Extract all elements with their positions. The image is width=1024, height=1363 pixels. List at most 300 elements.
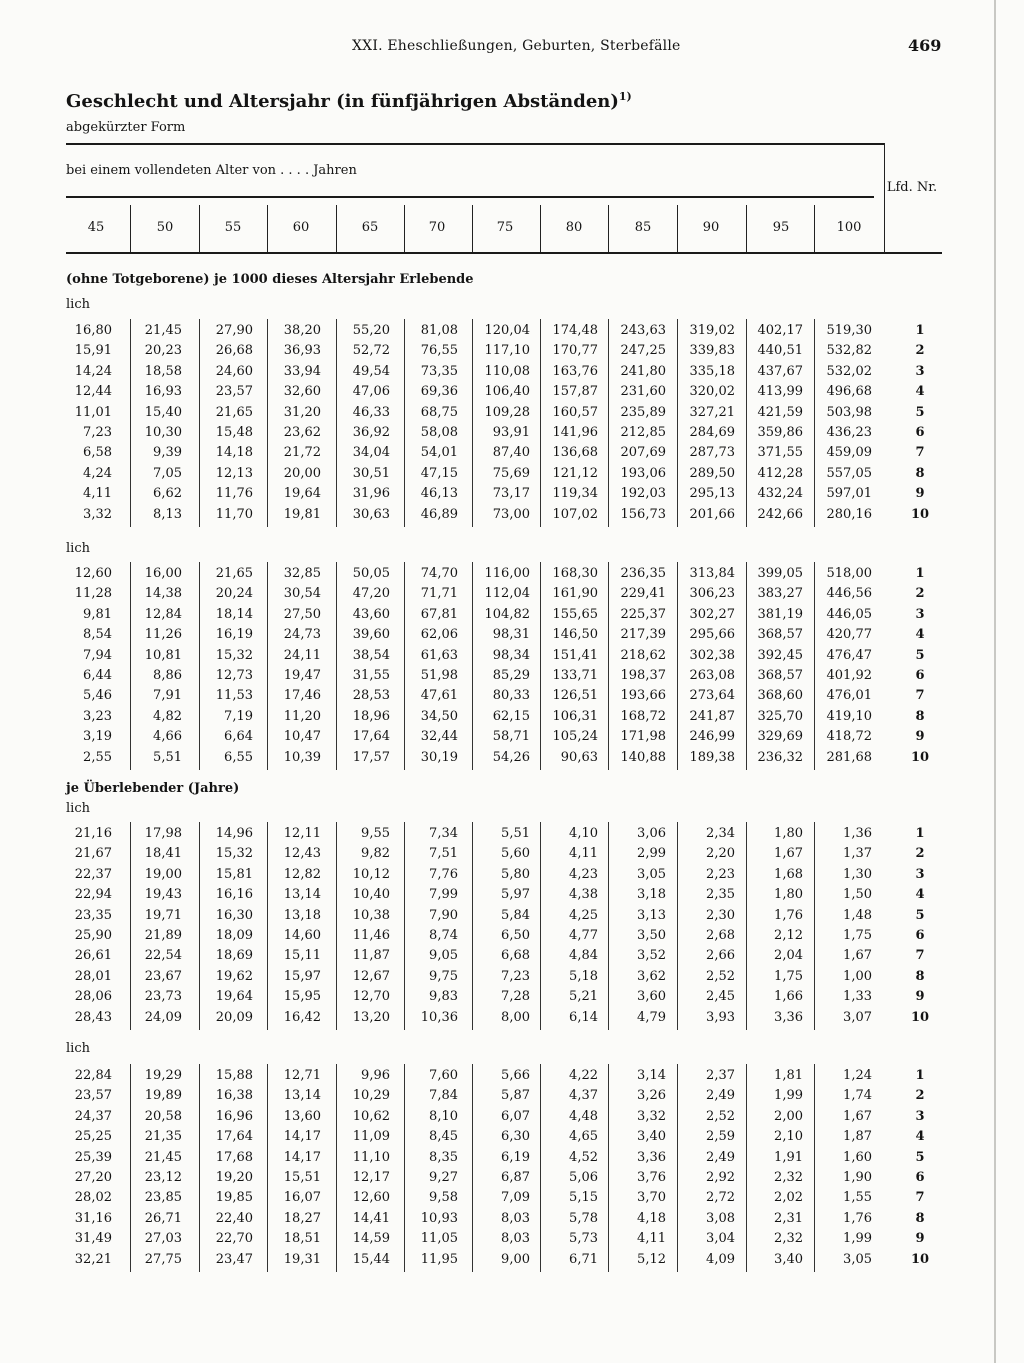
table-cell: 2,32 xyxy=(774,1170,803,1185)
row-number: 1 xyxy=(915,826,925,841)
table-cell: 4,38 xyxy=(569,887,598,903)
table-cell: 27,75 xyxy=(144,1251,182,1267)
table-cell: 21,35 xyxy=(144,1129,182,1145)
lfd-nr-label: Lfd. Nr. xyxy=(886,180,938,195)
table-cell: 287,73 xyxy=(689,445,735,461)
table-cell: 16,19 xyxy=(215,627,253,643)
table-cell: 518,00 xyxy=(826,566,872,581)
table-cell: 32,85 xyxy=(283,566,321,581)
table-cell: 1,00 xyxy=(843,968,872,984)
table-cell: 2,99 xyxy=(637,846,666,862)
table-cell: 15,32 xyxy=(215,846,253,862)
table-cell: 1,36 xyxy=(843,826,872,841)
table-cell: 16,30 xyxy=(215,907,253,923)
table-cell: 46,13 xyxy=(420,486,458,502)
table-cell: 33,94 xyxy=(283,363,321,379)
table-cell: 1,30 xyxy=(843,866,872,882)
table-cell: 289,50 xyxy=(689,465,735,481)
table-cell: 3,05 xyxy=(637,866,666,882)
table-cell: 2,52 xyxy=(706,1108,735,1124)
table-cell: 1,67 xyxy=(843,948,872,964)
table-cell: 17,57 xyxy=(352,749,390,765)
table-cell: 23,12 xyxy=(144,1170,182,1185)
table-cell: 36,92 xyxy=(352,425,390,440)
row-number: 9 xyxy=(915,729,925,745)
table-cell: 3,70 xyxy=(637,1190,666,1206)
age-header-65: 65 xyxy=(361,220,379,235)
table-cell: 151,41 xyxy=(552,647,598,663)
table-cell: 71,71 xyxy=(420,586,458,602)
table-cell: 21,65 xyxy=(215,566,253,581)
table-cell: 90,63 xyxy=(560,749,598,765)
table-cell: 247,25 xyxy=(620,343,666,359)
table-cell: 3,40 xyxy=(637,1129,666,1145)
table-cell: 12,44 xyxy=(74,384,112,400)
table-cell: 47,20 xyxy=(352,586,390,602)
table-cell: 440,51 xyxy=(757,343,803,359)
age-header-85: 85 xyxy=(634,220,652,235)
table-cell: 295,13 xyxy=(689,486,735,502)
table-cell: 55,20 xyxy=(352,323,390,338)
table-cell: 75,69 xyxy=(492,465,530,481)
table-cell: 7,51 xyxy=(429,846,458,862)
table-cell: 58,71 xyxy=(492,729,530,745)
table-cell: 5,12 xyxy=(637,1251,666,1267)
table-cell: 225,37 xyxy=(620,606,666,622)
table-cell: 15,88 xyxy=(215,1068,253,1083)
table-cell: 6,07 xyxy=(501,1108,530,1124)
table-cell: 246,99 xyxy=(689,729,735,745)
table-cell: 383,27 xyxy=(757,586,803,602)
table-cell: 402,17 xyxy=(757,323,803,338)
table-cell: 21,65 xyxy=(215,404,253,420)
table-cell: 16,07 xyxy=(283,1190,321,1206)
table-cell: 4,10 xyxy=(569,826,598,841)
table-cell: 25,90 xyxy=(74,928,112,943)
table-cell: 1,99 xyxy=(774,1088,803,1104)
table-cell: 46,89 xyxy=(420,506,458,522)
table-cell: 24,11 xyxy=(283,647,321,663)
row-number: 8 xyxy=(915,708,925,724)
table-cell: 11,09 xyxy=(352,1129,390,1145)
table-cell: 1,50 xyxy=(843,887,872,903)
table-cell: 597,01 xyxy=(826,486,872,502)
table-cell: 24,37 xyxy=(74,1108,112,1124)
table-cell: 3,23 xyxy=(83,708,112,724)
table-cell: 85,29 xyxy=(492,668,530,683)
table-cell: 11,70 xyxy=(215,506,253,522)
table-cell: 476,01 xyxy=(826,688,872,704)
table-cell: 133,71 xyxy=(552,668,598,683)
table-cell: 1,91 xyxy=(774,1149,803,1165)
table-cell: 11,26 xyxy=(144,627,182,643)
table-cell: 80,33 xyxy=(492,688,530,704)
table-cell: 15,32 xyxy=(215,647,253,663)
table-cell: 14,96 xyxy=(215,826,253,841)
table-cell: 418,72 xyxy=(826,729,872,745)
table-cell: 5,87 xyxy=(501,1088,530,1104)
table-cell: 9,82 xyxy=(361,846,390,862)
table-cell: 2,92 xyxy=(706,1170,735,1185)
table-cell: 126,51 xyxy=(552,688,598,704)
table-cell: 9,39 xyxy=(153,445,182,461)
table-cell: 19,00 xyxy=(144,866,182,882)
table-cell: 241,80 xyxy=(620,363,666,379)
table-cell: 371,55 xyxy=(757,445,803,461)
table-cell: 4,18 xyxy=(637,1210,666,1226)
table-cell: 2,12 xyxy=(774,928,803,943)
table-cell: 3,05 xyxy=(843,1251,872,1267)
table-cell: 146,50 xyxy=(552,627,598,643)
table-cell: 26,71 xyxy=(144,1210,182,1226)
table-cell: 168,72 xyxy=(620,708,666,724)
row-number: 2 xyxy=(915,846,925,862)
table-cell: 412,28 xyxy=(757,465,803,481)
table-cell: 11,28 xyxy=(74,586,112,602)
table-cell: 16,93 xyxy=(144,384,182,400)
table-cell: 18,41 xyxy=(144,846,182,862)
table-cell: 3,19 xyxy=(83,729,112,745)
table-cell: 4,25 xyxy=(569,907,598,923)
table-cell: 3,13 xyxy=(637,907,666,923)
table-cell: 8,54 xyxy=(83,627,112,643)
table-cell: 34,04 xyxy=(352,445,390,461)
table-cell: 14,60 xyxy=(283,928,321,943)
table-cell: 11,76 xyxy=(215,486,253,502)
table-cell: 12,82 xyxy=(283,866,321,882)
table-cell: 26,61 xyxy=(74,948,112,964)
table-cell: 18,69 xyxy=(215,948,253,964)
table-cell: 2,10 xyxy=(774,1129,803,1145)
table-cell: 174,48 xyxy=(552,323,598,338)
page-number: 469 xyxy=(908,36,942,55)
table-cell: 18,27 xyxy=(283,1210,321,1226)
table-cell: 22,84 xyxy=(74,1068,112,1083)
table-cell: 10,40 xyxy=(352,887,390,903)
table-cell: 30,63 xyxy=(352,506,390,522)
header-mid-rule xyxy=(66,196,874,198)
row-number: 10 xyxy=(910,506,930,522)
table-cell: 207,69 xyxy=(620,445,666,461)
row-number: 7 xyxy=(915,948,925,964)
table-cell: 23,35 xyxy=(74,907,112,923)
table-cell: 7,94 xyxy=(83,647,112,663)
table-cell: 231,60 xyxy=(620,384,666,400)
table-cell: 20,09 xyxy=(215,1009,253,1025)
table-cell: 109,28 xyxy=(484,404,530,420)
table-cell: 10,12 xyxy=(352,866,390,882)
table-cell: 15,40 xyxy=(144,404,182,420)
table-cell: 6,30 xyxy=(501,1129,530,1145)
section-heading: (ohne Totgeborene) je 1000 dieses Altersjahr Erlebende xyxy=(66,272,474,287)
table-cell: 1,87 xyxy=(843,1129,872,1145)
header-column-divider xyxy=(267,205,268,252)
table-cell: 31,96 xyxy=(352,486,390,502)
table-cell: 359,86 xyxy=(757,425,803,440)
table-cell: 22,37 xyxy=(74,866,112,882)
table-cell: 19,31 xyxy=(283,1251,321,1267)
table-cell: 51,98 xyxy=(420,668,458,683)
section-heading: je Überlebender (Jahre) xyxy=(66,781,240,796)
table-cell: 4,37 xyxy=(569,1088,598,1104)
table-cell: 98,34 xyxy=(492,647,530,663)
table-cell: 5,60 xyxy=(501,846,530,862)
table-cell: 19,47 xyxy=(283,668,321,683)
table-cell: 10,30 xyxy=(144,425,182,440)
table-cell: 73,35 xyxy=(420,363,458,379)
table-cell: 6,68 xyxy=(501,948,530,964)
header-column-divider xyxy=(608,205,609,252)
table-cell: 503,98 xyxy=(826,404,872,420)
table-cell: 32,60 xyxy=(283,384,321,400)
table-cell: 1,66 xyxy=(774,989,803,1005)
header-column-divider xyxy=(746,205,747,252)
table-cell: 39,60 xyxy=(352,627,390,643)
table-cell: 198,37 xyxy=(620,668,666,683)
lfd-divider xyxy=(884,143,885,253)
table-cell: 69,36 xyxy=(420,384,458,400)
table-cell: 16,16 xyxy=(215,887,253,903)
table-cell: 16,38 xyxy=(215,1088,253,1104)
age-header-70: 70 xyxy=(428,220,446,235)
age-header-95: 95 xyxy=(772,220,790,235)
row-number: 1 xyxy=(915,566,925,581)
table-cell: 381,19 xyxy=(757,606,803,622)
table-cell: 25,39 xyxy=(74,1149,112,1165)
table-cell: 23,73 xyxy=(144,989,182,1005)
table-cell: 319,02 xyxy=(689,323,735,338)
table-cell: 2,49 xyxy=(706,1088,735,1104)
table-cell: 168,30 xyxy=(552,566,598,581)
table-cell: 16,96 xyxy=(215,1108,253,1124)
table-cell: 2,72 xyxy=(706,1190,735,1206)
table-cell: 15,81 xyxy=(215,866,253,882)
row-number: 10 xyxy=(910,1251,930,1267)
table-cell: 110,08 xyxy=(484,363,530,379)
table-cell: 21,67 xyxy=(74,846,112,862)
table-cell: 11,87 xyxy=(352,948,390,964)
table-cell: 23,47 xyxy=(215,1251,253,1267)
table-cell: 236,32 xyxy=(757,749,803,765)
table-cell: 36,93 xyxy=(283,343,321,359)
row-number: 6 xyxy=(915,668,925,683)
table-cell: 5,78 xyxy=(569,1210,598,1226)
table-cell: 14,38 xyxy=(144,586,182,602)
table-cell: 62,06 xyxy=(420,627,458,643)
table-cell: 49,54 xyxy=(352,363,390,379)
table-cell: 98,31 xyxy=(492,627,530,643)
table-cell: 7,99 xyxy=(429,887,458,903)
table-cell: 1,24 xyxy=(843,1068,872,1083)
table-cell: 368,57 xyxy=(757,627,803,643)
row-number: 9 xyxy=(915,1231,925,1247)
table-cell: 5,66 xyxy=(501,1068,530,1083)
table-cell: 14,17 xyxy=(283,1129,321,1145)
table-cell: 76,55 xyxy=(420,343,458,359)
table-cell: 6,44 xyxy=(83,668,112,683)
table-cell: 1,60 xyxy=(843,1149,872,1165)
table-cell: 19,81 xyxy=(283,506,321,522)
title-footnote: 1) xyxy=(618,90,632,103)
row-number: 4 xyxy=(915,384,925,400)
running-head: XXI. Eheschließungen, Geburten, Sterbefälle xyxy=(352,38,681,54)
table-cell: 47,61 xyxy=(420,688,458,704)
table-cell: 5,46 xyxy=(83,688,112,704)
table-cell: 2,00 xyxy=(774,1108,803,1124)
table-cell: 6,62 xyxy=(153,486,182,502)
table-cell: 3,14 xyxy=(637,1068,666,1083)
row-number: 3 xyxy=(915,866,925,882)
table-cell: 171,98 xyxy=(620,729,666,745)
table-cell: 12,60 xyxy=(74,566,112,581)
table-cell: 2,31 xyxy=(774,1210,803,1226)
table-cell: 13,14 xyxy=(283,1088,321,1104)
table-cell: 3,36 xyxy=(637,1149,666,1165)
table-cell: 11,01 xyxy=(74,404,112,420)
table-cell: 31,55 xyxy=(352,668,390,683)
table-cell: 2,30 xyxy=(706,907,735,923)
table-cell: 2,37 xyxy=(706,1068,735,1083)
table-cell: 7,05 xyxy=(153,465,182,481)
table-cell: 23,62 xyxy=(283,425,321,440)
table-cell: 1,74 xyxy=(843,1088,872,1104)
table-cell: 8,03 xyxy=(501,1210,530,1226)
table-cell: 273,64 xyxy=(689,688,735,704)
row-number: 6 xyxy=(915,928,925,943)
table-cell: 9,05 xyxy=(429,948,458,964)
table-cell: 31,20 xyxy=(283,404,321,420)
table-cell: 2,32 xyxy=(774,1231,803,1247)
table-cell: 10,47 xyxy=(283,729,321,745)
table-cell: 3,62 xyxy=(637,968,666,984)
table-cell: 106,31 xyxy=(552,708,598,724)
table-cell: 14,59 xyxy=(352,1231,390,1247)
table-cell: 3,36 xyxy=(774,1009,803,1025)
table-cell: 11,46 xyxy=(352,928,390,943)
table-cell: 93,91 xyxy=(492,425,530,440)
table-cell: 14,41 xyxy=(352,1210,390,1226)
table-cell: 19,43 xyxy=(144,887,182,903)
row-number: 8 xyxy=(915,1210,925,1226)
table-cell: 10,36 xyxy=(420,1009,458,1025)
table-cell: 18,58 xyxy=(144,363,182,379)
age-header-75: 75 xyxy=(496,220,514,235)
table-cell: 19,20 xyxy=(215,1170,253,1185)
row-number: 3 xyxy=(915,606,925,622)
table-cell: 8,13 xyxy=(153,506,182,522)
table-cell: 9,00 xyxy=(501,1251,530,1267)
table-cell: 313,84 xyxy=(689,566,735,581)
row-number: 2 xyxy=(915,343,925,359)
table-cell: 22,94 xyxy=(74,887,112,903)
table-cell: 217,39 xyxy=(620,627,666,643)
table-cell: 3,06 xyxy=(637,826,666,841)
table-cell: 2,59 xyxy=(706,1129,735,1145)
table-cell: 23,57 xyxy=(215,384,253,400)
table-cell: 557,05 xyxy=(826,465,872,481)
table-cell: 21,45 xyxy=(144,323,182,338)
table-cell: 9,55 xyxy=(361,826,390,841)
table-cell: 22,40 xyxy=(215,1210,253,1226)
header-column-divider xyxy=(199,205,200,252)
table-cell: 436,23 xyxy=(826,425,872,440)
table-cell: 1,67 xyxy=(843,1108,872,1124)
table-cell: 16,00 xyxy=(144,566,182,581)
table-cell: 19,71 xyxy=(144,907,182,923)
table-cell: 2,20 xyxy=(706,846,735,862)
table-cell: 161,90 xyxy=(552,586,598,602)
row-number: 4 xyxy=(915,1129,925,1145)
table-cell: 5,51 xyxy=(153,749,182,765)
table-cell: 189,38 xyxy=(689,749,735,765)
table-cell: 4,82 xyxy=(153,708,182,724)
table-cell: 38,20 xyxy=(283,323,321,338)
age-header-45: 45 xyxy=(87,220,105,235)
table-cell: 11,53 xyxy=(215,688,253,704)
table-cell: 5,21 xyxy=(569,989,598,1005)
table-cell: 1,48 xyxy=(843,907,872,923)
table-cell: 7,76 xyxy=(429,866,458,882)
table-cell: 3,18 xyxy=(637,887,666,903)
table-cell: 212,85 xyxy=(620,425,666,440)
table-cell: 1,76 xyxy=(774,907,803,923)
table-cell: 16,42 xyxy=(283,1009,321,1025)
table-cell: 4,52 xyxy=(569,1149,598,1165)
table-cell: 5,15 xyxy=(569,1190,598,1206)
table-cell: 9,58 xyxy=(429,1190,458,1206)
table-cell: 6,64 xyxy=(224,729,253,745)
table-cell: 15,11 xyxy=(283,948,321,964)
row-number: 10 xyxy=(910,749,930,765)
table-cell: 24,73 xyxy=(283,627,321,643)
table-cell: 12,17 xyxy=(352,1170,390,1185)
age-header-60: 60 xyxy=(292,220,310,235)
table-cell: 24,60 xyxy=(215,363,253,379)
table-cell: 2,04 xyxy=(774,948,803,964)
table-cell: 476,47 xyxy=(826,647,872,663)
header-column-divider xyxy=(814,205,815,252)
table-cell: 2,34 xyxy=(706,826,735,841)
table-cell: 10,81 xyxy=(144,647,182,663)
table-cell: 17,98 xyxy=(144,826,182,841)
table-cell: 22,54 xyxy=(144,948,182,964)
row-number: 6 xyxy=(915,425,925,440)
table-cell: 5,73 xyxy=(569,1231,598,1247)
table-cell: 1,99 xyxy=(843,1231,872,1247)
table-cell: 157,87 xyxy=(552,384,598,400)
table-cell: 10,38 xyxy=(352,907,390,923)
table-cell: 10,29 xyxy=(352,1088,390,1104)
row-number: 2 xyxy=(915,1088,925,1104)
table-cell: 140,88 xyxy=(620,749,666,765)
table-cell: 19,64 xyxy=(215,989,253,1005)
table-cell: 496,68 xyxy=(826,384,872,400)
row-number: 7 xyxy=(915,688,925,704)
table-cell: 28,53 xyxy=(352,688,390,704)
table-cell: 21,16 xyxy=(74,826,112,841)
table-cell: 532,82 xyxy=(826,343,872,359)
table-cell: 28,02 xyxy=(74,1190,112,1206)
table-cell: 5,80 xyxy=(501,866,530,882)
table-cell: 3,26 xyxy=(637,1088,666,1104)
table-cell: 368,57 xyxy=(757,668,803,683)
table-cell: 8,45 xyxy=(429,1129,458,1145)
table-cell: 136,68 xyxy=(552,445,598,461)
table-cell: 2,68 xyxy=(706,928,735,943)
table-cell: 15,91 xyxy=(74,343,112,359)
table-cell: 61,63 xyxy=(420,647,458,663)
age-header-90: 90 xyxy=(702,220,720,235)
